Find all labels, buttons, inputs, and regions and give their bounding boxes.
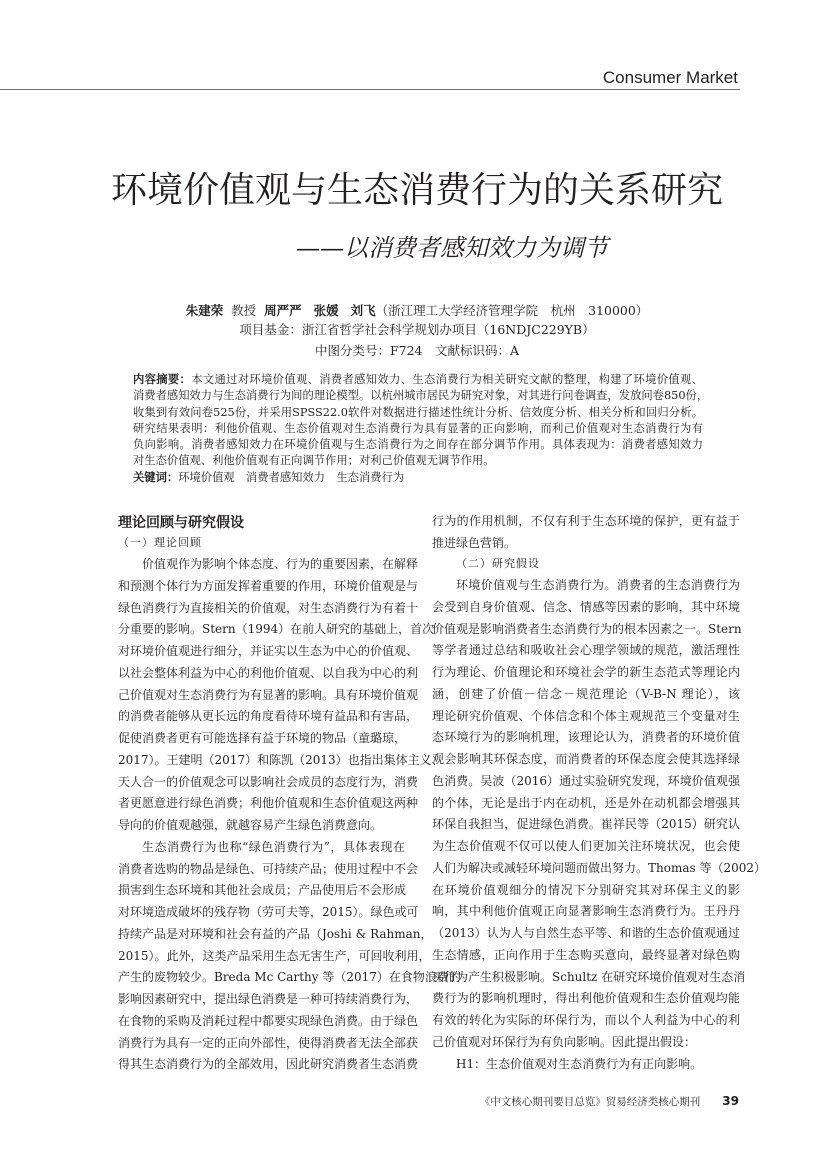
paper-subtitle: ——以消费者感知效力为调节 — [296, 234, 608, 262]
paper-title: 环境价值观与生态消费行为的关系研究 — [110, 170, 723, 211]
body-text-line: 导向的价值观越强，就越容易产生绿色消费意向。 — [118, 818, 383, 832]
body-text-line: 理论研究价值观、个体信念和个体主观规范三个变量对生 — [432, 708, 740, 723]
body-text-line: 生态情感，正向作用于生态购买意向，最终显著对绿色购 — [432, 947, 740, 962]
body-text-line: 分重要的影响。Stern（1994）在前人研究的基础上，首次 — [118, 622, 435, 637]
body-text-line: 的消费者能够从更长远的角度看待环境有益品和有害品， — [118, 709, 419, 724]
fund-line: 项目基金：浙江省哲学社会科学规划办项目（16NDJC229YB） — [239, 322, 595, 337]
body-text-line: 为生态价值观不仅可以使人们更加关注环境状况，也会使 — [432, 839, 740, 853]
author-name: 张媛 — [313, 303, 339, 318]
body-text-line: 产生的废物较少。Breda Mc Carthy 等（2017）在食物浪费的 — [118, 970, 461, 985]
body-text-line: 得其生态消费行为的全部效用，因此研究消费者生态消费 — [118, 1057, 419, 1072]
body-text-line: 天人合一的价值观念可以影响社会成员的态度行为，消费 — [118, 774, 419, 789]
abstract-line: 消费者感知效力与生态消费行为间的理论模型。以杭州城市居民为研究对象，对其进行问卷调查，发放问卷850份， — [133, 389, 709, 403]
body-text-line: 和预测个体行为方面发挥着重要的作用，环境价值观是与 — [118, 578, 419, 593]
body-text-line: H1：生态价值观对生态消费行为有正向影响。 — [456, 1056, 703, 1071]
body-text-line: 消费者选购的物品是绿色、可持续产品；使用过程中不会 — [118, 861, 419, 876]
body-text-line: 态环境行为的影响机理，该理论认为，消费者的环境价值 — [432, 730, 740, 745]
body-text-line: 价值观是影响消费者生态消费行为的根本因素之一。Stern — [432, 621, 742, 636]
author-affiliation: （浙江理工大学经济管理学院 杭州 310000） — [375, 303, 649, 318]
subsection-heading: （一）理论回顾 — [118, 536, 202, 549]
page-footer — [480, 1094, 739, 1109]
body-text-line: 买行为产生积极影响。Schultz 在研究环境价值观对生态消 — [432, 969, 746, 984]
body-text-line: 环保自我担当，促进绿色消费。崔祥民等（2015）研究认 — [432, 817, 740, 832]
body-text-line: 环境价值观与生态消费行为。消费者的生态消费行为 — [456, 578, 740, 592]
body-text-line: 响，其中利他价值观正向显著影响生态消费行为。王丹丹 — [432, 904, 740, 919]
body-text-line: 以社会整体利益为中心的利他价值观、以自我为中心的利 — [118, 665, 419, 680]
body-text-line: 持续产品是对环境和社会有益的产品（Joshi & Rahman， — [118, 926, 433, 941]
body-text-line: 己价值观对环保行为有负向影响。因此提出假设： — [432, 1034, 697, 1049]
abstract-line: 对生态价值观、利他价值观有正向调节作用；对利己价值观无调节作用。 — [133, 454, 495, 468]
body-text-line: 价值观作为影响个体态度、行为的重要因素，在解释 — [142, 557, 419, 571]
body-text-line: 色消费。吴波（2016）通过实验研究发现，环境价值观强 — [432, 773, 740, 788]
body-text-line: 行为理论、价值理论和环境社会学的新生态范式等理论内 — [432, 665, 740, 679]
body-text-line: 有效的转化为实际的环保行为，而以个人利益为中心的利 — [432, 1013, 740, 1027]
journal-note: 《中文核心期刊要目总览》贸易经济类核心期刊 — [479, 1096, 701, 1108]
body-text-line: 对环境价值观进行细分，并证实以生态为中心的价值观、 — [118, 644, 419, 658]
abstract-line: 本文通过对环境价值观、消费者感知效力、生态消费行为相关研究文献的整理，构建了环境价值观、 — [191, 373, 703, 386]
body-text-line: 涵，创建了价值－信念－规范理论（V-B-N 理论），该 — [432, 686, 740, 701]
body-text-line: 推进绿色营销。 — [432, 535, 517, 550]
body-text-line: 者更愿意进行绿色消费；利他价值观和生态价值观这两种 — [118, 796, 419, 811]
body-text-line: 2015）。此外，这类产品采用生态无害生产，可回收利用， — [118, 948, 431, 963]
body-text-line: 2017）。王建明（2017）和陈凯（2013）也指出集体主义、 — [118, 752, 444, 767]
abstract-line: 研究结果表明：利他价值观、生态价值观对生态消费行为具有显著的正向影响，而利己价值观对生态消费行为有 — [133, 421, 703, 435]
body-text-line: （2013）认为人与自然生态平等、和谐的生态价值观通过 — [432, 926, 740, 940]
body-text-line: 己价值观对生态消费行为有显著的影响。具有环境价值观 — [118, 687, 419, 702]
author-name: 朱建荣 — [185, 303, 224, 318]
body-text-line: 人们为解决或减轻环境问题而做出努力。Thomas 等（2002） — [432, 860, 767, 875]
body-text-line: 影响因素研究中，提出绿色消费是一种可持续消费行为， — [118, 992, 419, 1006]
body-text-line: 促使消费者更有可能选择有益于环境的物品（童璐琼， — [118, 731, 407, 745]
body-text-line: 在环境价值观细分的情况下分别研究其对环保主义的影 — [432, 882, 740, 897]
abstract-line: 负向影响。消费者感知效力在环境价值观与生态消费行为之间存在部分调节作用。具体表现为：消费者感知效力 — [133, 438, 703, 452]
body-text-line: 行为的作用机制，不仅有利于生态环境的保护，更有益于 — [432, 514, 740, 528]
body-text-line: 对环境造成破坏的残存物（劳可夫等，2015）。绿色或可 — [118, 905, 419, 919]
body-text-line: 费行为的影响机理时，得出利他价值观和生态价值观均能 — [432, 991, 740, 1006]
author-title: 教授 — [231, 303, 257, 318]
body-text-line: 观会影响其环保态度，而消费者的环保态度会使其选择绿 — [432, 752, 740, 766]
body-text-line: 的个体，无论是出于内在动机，还是外在动机都会增强其 — [432, 795, 740, 810]
abstract-label: 内容摘要： — [133, 373, 192, 386]
right-column — [432, 0, 767, 1160]
section-header: Consumer Market — [602, 68, 738, 87]
body-text-line: 绿色消费行为直接相关的价值观，对生态消费行为有着十 — [118, 600, 419, 615]
body-text-line: 生态消费行为也称“绿色消费行为”，具体表现在 — [142, 839, 405, 854]
body-text-line: 会受到自身价值观、信念、情感等因素的影响，其中环境 — [432, 599, 740, 614]
body-text-line: 损害到生态环境和其他社会成员；产品使用后不会形成 — [118, 883, 407, 898]
body-text-line: 等学者通过总结和吸收社会心理学领域的规范，激活理性 — [432, 643, 740, 658]
classification-line: 中图分类号：F724 文献标识码：A — [314, 343, 520, 358]
author-name: 刘飞 — [350, 303, 376, 318]
keywords-label: 关键词： — [133, 470, 179, 484]
keywords-text: 环境价值观 消费者感知效力 生态消费行为 — [178, 470, 405, 484]
author-name: 周严严 — [264, 303, 302, 318]
abstract-line: 收集到有效问卷525份，并采用SPSS22.0软件对数据进行描述性统计分析、信效度分析、相关分析和回归分析。 — [133, 405, 703, 419]
body-text-line: 消费行为具有一定的正向外部性，使得消费者无法全部获 — [118, 1035, 419, 1050]
section-heading: 理论回顾与研究假设 — [118, 515, 244, 531]
page-number: 39 — [722, 1094, 739, 1108]
body-text-line: 在食物的采购及消耗过程中都要实现绿色消费。由于绿色 — [118, 1013, 419, 1028]
subsection-heading: （二）研究假设 — [456, 557, 540, 570]
